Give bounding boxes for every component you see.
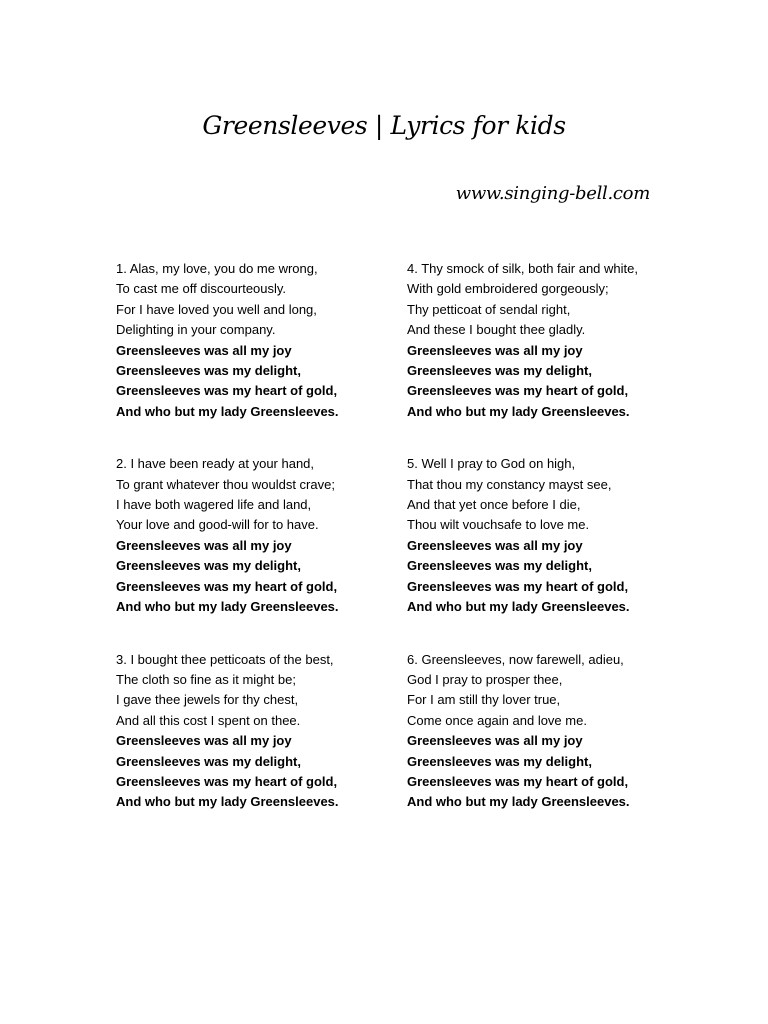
chorus-line: Greensleeves was my delight, — [407, 363, 592, 379]
verse-6 — [407, 650, 707, 813]
verse-line: 5. Well I pray to God on high, — [407, 456, 576, 472]
verse-line: God I pray to prosper thee, — [407, 671, 563, 687]
chorus-line: And who but my lady Greensleeves. — [116, 403, 339, 419]
verse-line: With gold embroidered gorgeously; — [407, 281, 609, 297]
verse-line: I have both wagered life and land, — [116, 497, 312, 513]
verse-3 — [116, 650, 416, 813]
chorus-line: Greensleeves was my delight, — [116, 753, 301, 769]
verse-1 — [116, 259, 416, 422]
chorus-line: Greensleeves was my heart of gold, — [116, 578, 338, 594]
lyrics-column-right — [407, 259, 707, 845]
verse-line: That thou my constancy mayst see, — [407, 476, 612, 492]
verse-line: The cloth so fine as it might be; — [116, 671, 296, 687]
chorus-line: Greensleeves was my delight, — [407, 753, 592, 769]
verse-line: And these I bought thee gladly. — [407, 322, 586, 338]
chorus-line: And who but my lady Greensleeves. — [407, 794, 630, 810]
chorus-line: And who but my lady Greensleeves. — [407, 599, 630, 615]
chorus-line: Greensleeves was my delight, — [116, 558, 301, 574]
chorus-line: And who but my lady Greensleeves. — [116, 794, 339, 810]
verse-line: For I am still thy lover true, — [407, 692, 561, 708]
chorus-line: Greensleeves was my heart of gold, — [407, 773, 629, 789]
chorus-line: Greensleeves was my heart of gold, — [407, 383, 629, 399]
verse-2 — [116, 454, 416, 617]
verse-line: Delighting in your company. — [116, 322, 276, 338]
chorus-line: Greensleeves was all my joy — [407, 342, 583, 358]
site-url: www.singing-bell.com — [455, 183, 650, 204]
verse-line: To grant whatever thou wouldst crave; — [116, 476, 335, 492]
verse-5 — [407, 454, 707, 617]
verse-line: To cast me off discourteously. — [116, 281, 287, 297]
verse-line: Come once again and love me. — [407, 712, 587, 728]
chorus-line: Greensleeves was my heart of gold, — [116, 773, 338, 789]
verse-line: Thy petticoat of sendal right, — [407, 301, 571, 317]
chorus-line: Greensleeves was all my joy — [116, 733, 292, 749]
verse-line: 3. I bought thee petticoats of the best, — [116, 651, 334, 667]
verse-line: Your love and good-will for to have. — [116, 517, 319, 533]
verse-line: And all this cost I spent on thee. — [116, 712, 301, 728]
verse-line: 2. I have been ready at your hand, — [116, 456, 315, 472]
verse-line: I gave thee jewels for thy chest, — [116, 692, 299, 708]
lyrics-column-left — [116, 259, 416, 845]
chorus-line: Greensleeves was all my joy — [116, 342, 292, 358]
chorus-line: Greensleeves was all my joy — [407, 733, 583, 749]
chorus-line: Greensleeves was all my joy — [407, 537, 583, 553]
verse-4 — [407, 259, 707, 422]
chorus-line: Greensleeves was all my joy — [116, 537, 292, 553]
chorus-line: Greensleeves was my delight, — [407, 558, 592, 574]
verse-line: 6. Greensleeves, now farewell, adieu, — [407, 651, 624, 667]
chorus-line: Greensleeves was my delight, — [116, 363, 301, 379]
verse-line: For I have loved you well and long, — [116, 301, 317, 317]
verse-line: And that yet once before I die, — [407, 497, 581, 513]
chorus-line: And who but my lady Greensleeves. — [116, 599, 339, 615]
verse-line: 1. Alas, my love, you do me wrong, — [116, 261, 318, 276]
page-title: Greensleeves | Lyrics for kids — [202, 111, 566, 140]
verse-line: 4. Thy smock of silk, both fair and white, — [407, 261, 638, 276]
verse-line: Thou wilt vouchsafe to love me. — [407, 517, 590, 533]
chorus-line: Greensleeves was my heart of gold, — [407, 578, 629, 594]
chorus-line: And who but my lady Greensleeves. — [407, 403, 630, 419]
chorus-line: Greensleeves was my heart of gold, — [116, 383, 338, 399]
